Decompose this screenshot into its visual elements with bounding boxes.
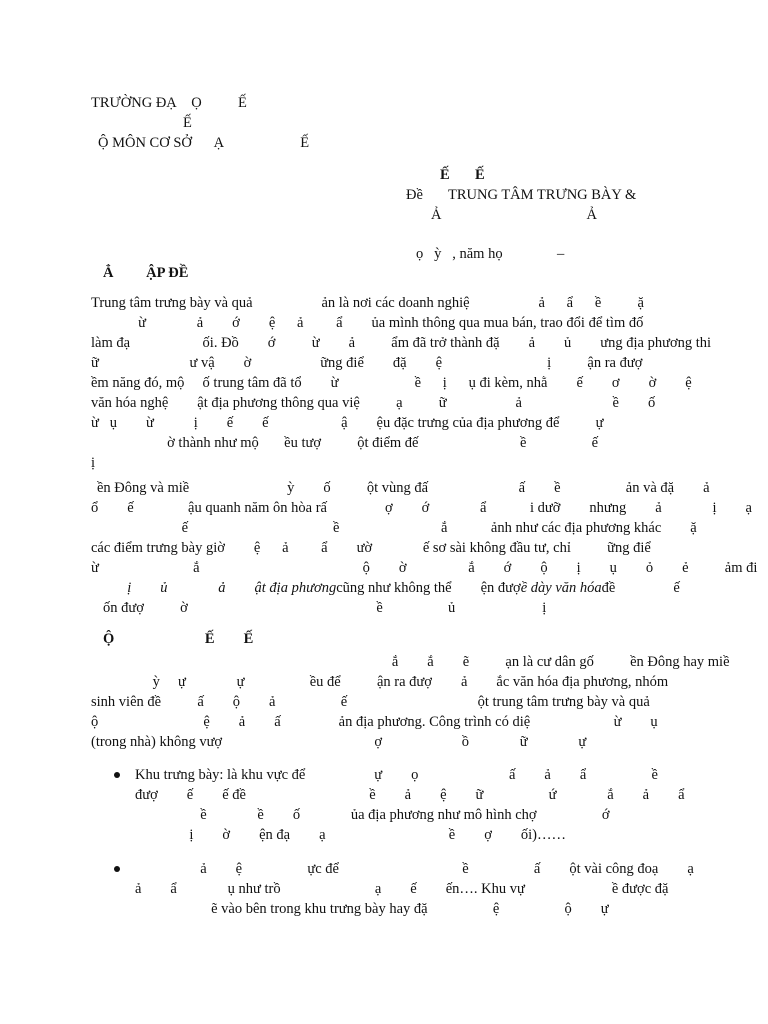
bullet-dot [114, 772, 120, 778]
bullet-line: đượ ế ế đề ề ả ệ ữ ứ ắ ả ẩ [135, 787, 685, 803]
bullet-line: ị ờ ện đạ ạ ề ợ ối)…… [135, 827, 566, 843]
paragraph-line: ềm năng đó, mộ ố trung tâm đã tổ ừ ề ị ụ đi kèm, nhằ ế ơ ờ ệ [91, 375, 692, 391]
paragraph-line: ổ ế ậu quanh năm ôn hòa rấ ợ ớ ẩ i dưỡ nhưng ả ị ạ [91, 500, 752, 516]
project-title: Đề TRUNG TÂM TRƯNG BÀY & [406, 187, 637, 203]
italic-phrase: ị ủ ả ật địa phương [91, 580, 337, 596]
paragraph-line: ữ ư vậ ờ ững điể đặ ệ ị ận ra đượ [91, 355, 643, 371]
bullet-line: ả ệ ực để ề ấ ột vài công đoạ ạ [135, 861, 694, 877]
paragraph-line: ắ ắ ẽ ạn là cư dân gố ền Đông hay miề [91, 654, 730, 670]
paragraph-line-mixed [91, 579, 680, 597]
title-line-3: Ả Ả [431, 207, 597, 223]
paragraph-line: ờ thành như mộ ều tượ ột điểm đế ề ế [91, 435, 599, 451]
normal-phrase: cũng như không thể ện đượ [336, 580, 521, 596]
title-line-1: Ế Ế [440, 167, 485, 183]
header-line-2: Ế [183, 115, 192, 131]
school-name: TRƯỜNG ĐẠ Ọ Ế [91, 95, 247, 111]
section-1-heading: Ẳ ẬP ĐỀ [103, 265, 189, 281]
paragraph-line: ị [91, 455, 96, 471]
paragraph-line: ộ ệ ả ấ ản địa phương. Công trình có diệ ừ ụ [91, 714, 658, 730]
paragraph-line: Trung tâm trưng bày và quả ản là nơi các doanh nghiệ ả ẩ ề ặ [91, 295, 644, 311]
paragraph-line: ền Đông và miề ỳ ố ột vùng đấ ấ ề ản và đặ ả [97, 480, 710, 496]
paragraph-line: sinh viên đề ấ ộ ả ế ột trung tâm trưng bày và quả [91, 694, 650, 710]
paragraph-line: ốn đượ ờ ề ủ ị [103, 600, 547, 616]
paragraph-line: (trong nhà) không vượ ợ ồ ữ ự [91, 734, 587, 750]
paragraph-line: văn hóa nghệ ật địa phương thông qua việ ạ ữ ả ề ố [91, 395, 656, 411]
paragraph-line: làm đạ ối. Đồ ớ ừ ả ẩm đã trở thành đặ ả ủ ưng địa phương thi [91, 335, 712, 351]
paragraph-line: ỳ ự ự ều để ận ra đượ ả ắc văn hóa địa phương, nhóm [91, 674, 669, 690]
bullet-line: ả ẩ ụ như trồ ạ ế ến…. Khu vự ề được đặ [135, 881, 669, 897]
bullet-line: ẽ vào bên trong khu trưng bày hay đặ ệ ộ ự [135, 901, 609, 917]
bullet-line: ề ề ố ủa địa phương như mô hình chợ ớ [135, 807, 610, 823]
paragraph-line: ừ ụ ừ ị ế ế ậ ệu đặc trưng của địa phương để ự [91, 415, 604, 431]
paragraph-line: ừ ắ ộ ờ ắ ớ ộ ị ụ ỏ ẻ ảm đi [91, 560, 758, 576]
academic-year: ọ ỳ , năm họ – [416, 246, 565, 262]
bullet-dot [114, 866, 120, 872]
italic-phrase: ề dày văn hóa [520, 580, 602, 596]
department-name: Ộ MÔN CƠ SỞ Ạ Ế [98, 135, 310, 151]
paragraph-line: ế ề ắ ảnh như các địa phương khác ặ [91, 520, 697, 536]
paragraph-line: các điểm trưng bày giờ ệ ả ẩ ườ ế sơ sài không đầu tư, chỉ ững điể [91, 540, 651, 556]
paragraph-line: ừ ả ớ ệ ả ẩ ủa mình thông qua mua bán, trao đổi để tìm đố [91, 315, 644, 331]
normal-phrase: đề ế [601, 580, 680, 596]
bullet-line: Khu trưng bày: là khu vực để ự ọ ấ ả ẩ ề [135, 767, 658, 783]
section-2-heading: Ộ Ế Ế [103, 631, 254, 647]
